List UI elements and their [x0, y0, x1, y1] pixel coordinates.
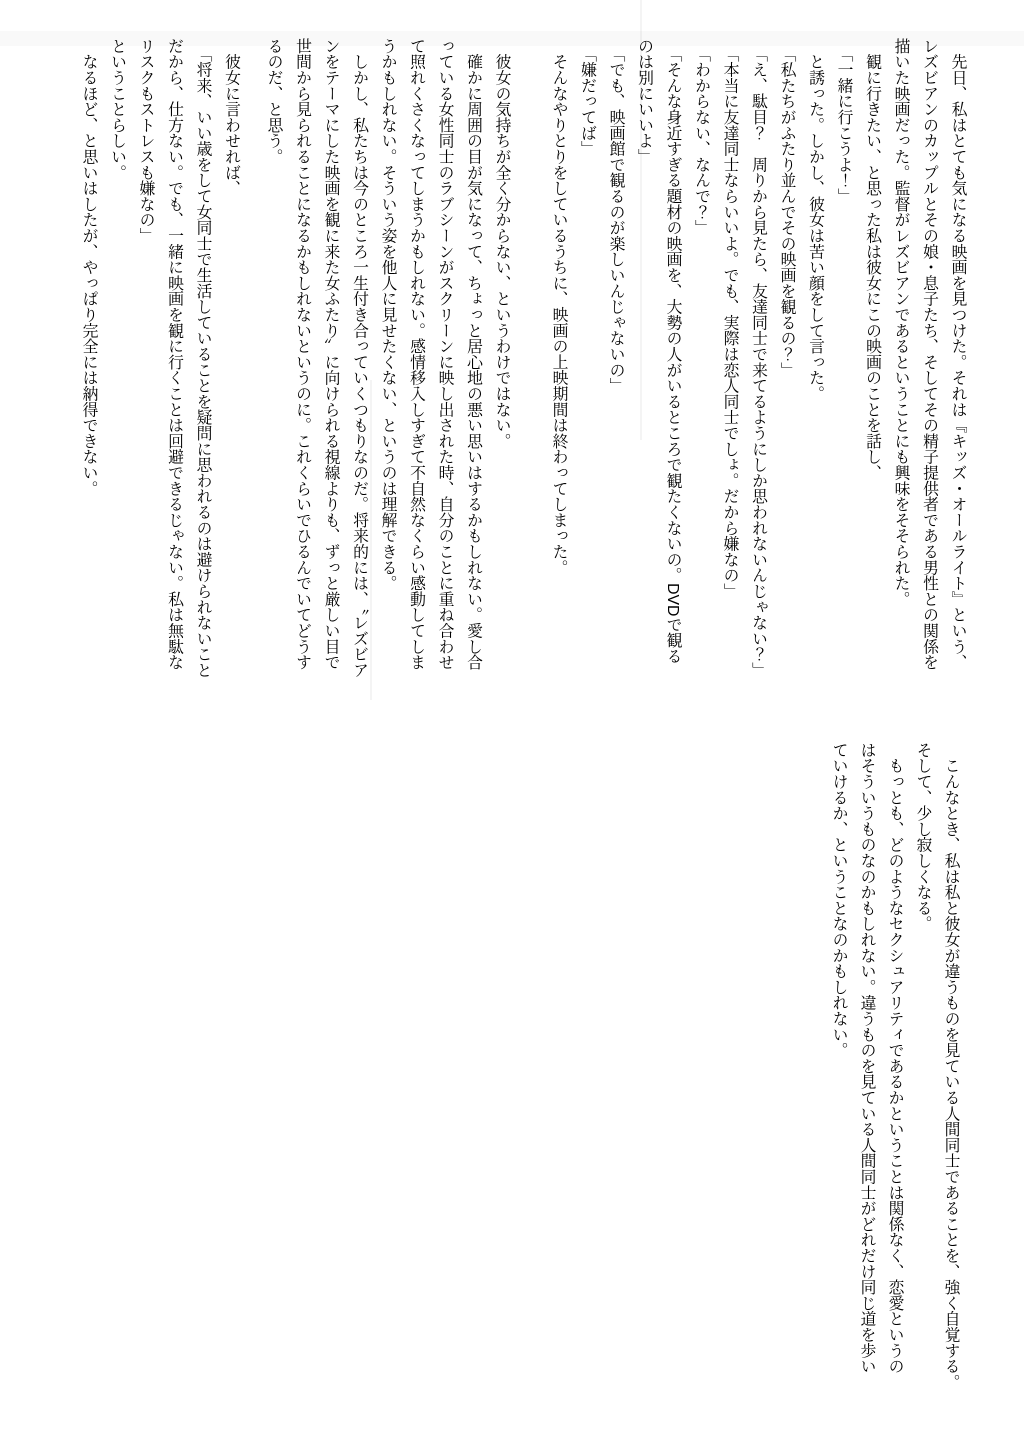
text-line: 彼女に言わせれば、: [222, 38, 240, 196]
text-line: 観に行きたい、と思った私は彼女にこの映画のことを話し、: [863, 38, 881, 481]
text-line: うかもしれない。そういう姿を他人に見せたくない、というのは理解できる。: [379, 38, 396, 591]
text-line: 描いた映画だった。監督がレズビアンであるということにも興味をそそられた。: [892, 38, 909, 607]
text-line: こんなとき、私は私と彼女が違うものを見ている人間同士であることを、強く自覚する。: [942, 742, 959, 1390]
text-line: 「一緒に行こうよ！」: [835, 38, 852, 204]
text-line: のは別にいいよ」: [635, 38, 653, 165]
text-line: 「嫌だってば」: [578, 38, 596, 157]
text-line: はそういうものなのかもしれない。違うものを見ている人間同士がどれだけ同じ道を歩い: [858, 742, 875, 1374]
text-line: だから、仕方ない。でも、一緒に映画を観に行くことは回避できるじゃない。私は無駄な: [165, 38, 183, 670]
main-text-block: [74, 38, 972, 688]
text-line: 「え、駄目？ 周りから見たら、友達同士で来てるようにしか思われないんじゃない？」: [749, 38, 767, 678]
text-line: しかし、私たちは今のところ一生付き合っていくつもりなのだ。将来的には、〝レズビア: [350, 38, 368, 678]
text-line: と誘った。しかし、彼女は苦い顔をして言った。: [806, 38, 824, 402]
text-line: 確かに周囲の目が気になって、ちょっと居心地の悪い思いはするかもしれない。愛し合: [464, 38, 482, 670]
text-line: リスクもストレスも嫌なの」: [137, 38, 154, 244]
text-line: て照れくさくなってしまうかもしれない。感情移入しすぎて不自然なくらい感動してしま: [407, 38, 425, 670]
text-line: るのだ、と思う。: [265, 38, 282, 165]
text-line: 「将来、いい歳をして女同士で生活していることを疑問に思われるのは避けられないこと: [194, 38, 211, 678]
text-line: ということらしい。: [108, 38, 126, 181]
text-line: 「でも、映画館で観るのが楽しいんじゃないの」: [607, 38, 624, 394]
closing-text-block: [824, 742, 964, 1392]
text-line: もっとも、どのようなセクシュアリティであるかということは関係なく、恋愛というの: [886, 742, 903, 1374]
text-line: なるほど、と思いはしたが、やっぱり完全には納得できない。: [80, 38, 97, 497]
text-line: 「わからない、なんで？」: [692, 38, 710, 236]
text-line: そんなやりとりをしているうちに、映画の上映期間は終わってしまった。: [550, 38, 567, 576]
text-line: ンをテーマにした映画を観に来た女ふたり〟に向けられる視線よりも、ずっと厳しい目で: [322, 38, 339, 670]
text-line: そして、少し寂しくなる。: [914, 742, 931, 932]
text-line: ていけるか、ということなのかもしれない。: [830, 742, 847, 1058]
text-line: 彼女の気持ちが全く分からない、というわけではない。: [493, 38, 510, 449]
text-line: っている女性同士のラブシーンがスクリーンに映し出された時、自分のことに重ね合わせ: [436, 38, 453, 670]
text-line: 「私たちがふたり並んでその映画を観るの？」: [778, 38, 795, 378]
text-line: 世間から見られることになるかもしれないというのに。これくらいでひるんでいてどうす: [293, 38, 311, 670]
text-line: 「本当に友達同士ならいいよ。でも、実際は恋人同士でしょ。だから嫌なの」: [721, 38, 738, 599]
text-line: 「そんな身近すぎる題材の映画を、大勢の人がいるところで観たくないの。DVDで観る: [664, 38, 681, 664]
text-line: レズビアンのカップルとその娘・息子たち、そしてその精子提供者である男性との関係を: [920, 38, 938, 670]
text-line: 先日、私はとても気になる映画を見つけた。それは『キッズ・オールライト』という、: [949, 38, 966, 670]
